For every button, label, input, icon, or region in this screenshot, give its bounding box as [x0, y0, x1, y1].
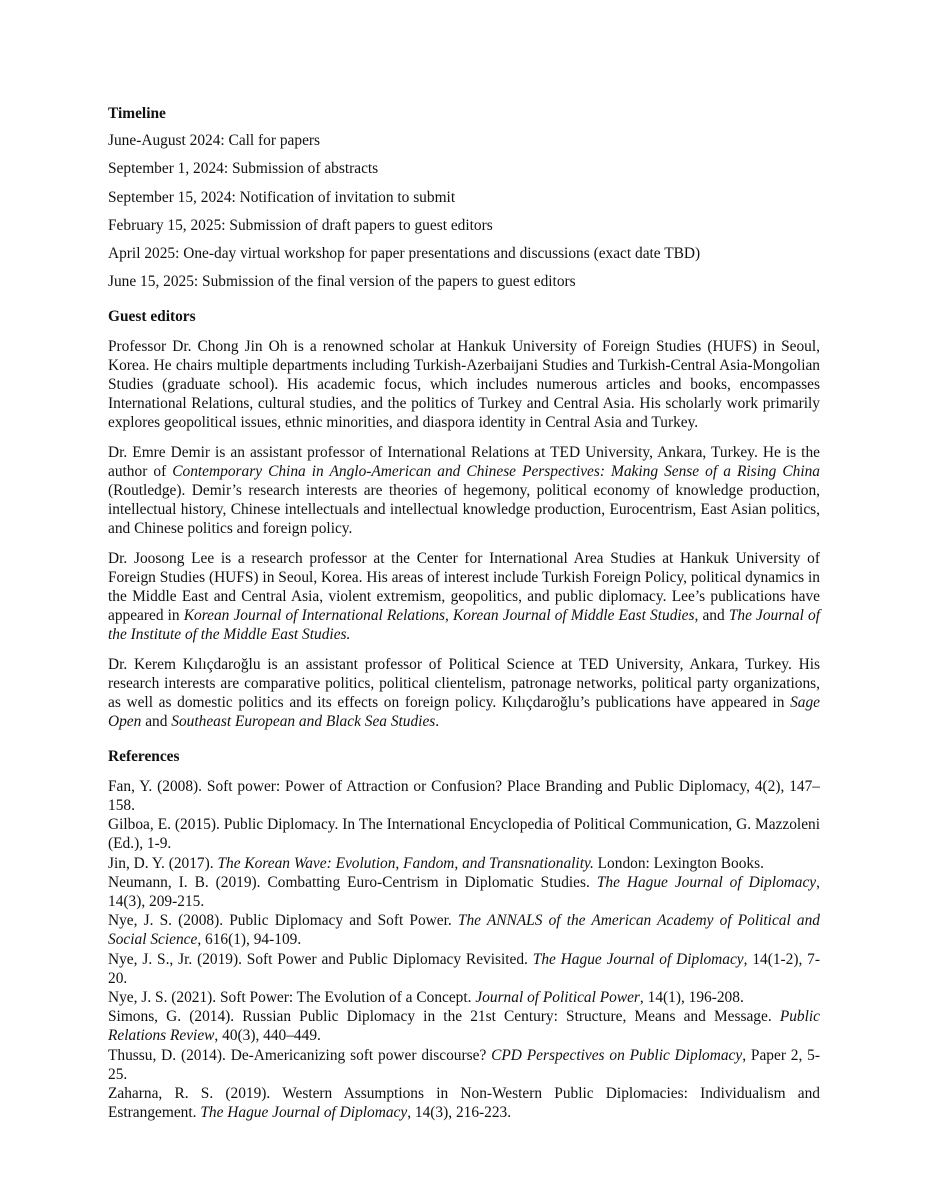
reference-item: [108, 854, 820, 873]
editor-bio-kilicdaroglu: [108, 655, 820, 732]
reference-text: Gilboa, E. (2015). Public Diplomacy. In The International Encyclopedia of Political Communication, G. Mazzoleni (Ed.), 1-9.: [108, 816, 820, 853]
reference-text: Thussu, D. (2014). De-Americanizing soft power discourse?: [108, 1046, 492, 1064]
journal-title: Sage Open: [108, 694, 820, 731]
reference-item: [108, 988, 820, 1007]
bio-text: and: [698, 607, 729, 625]
timeline-item: February 15, 2025: Submission of draft papers to guest editors: [108, 216, 493, 234]
reference-item: [108, 911, 820, 949]
editor-bio-demir: [108, 443, 820, 539]
reference-title: CPD Perspectives on Public Diplomacy: [491, 1046, 743, 1064]
references-list: [108, 777, 820, 1123]
book-title: Contemporary China in Anglo-American and Chinese Perspectives: Making Sense of a Rising China: [172, 462, 820, 480]
reference-text: Fan, Y. (2008). Soft power: Power of Attraction or Confusion? Place Branding and Public Diplomacy, 4(2), 147–158.: [108, 777, 820, 814]
bio-text: Dr. Kerem Kılıçdaroğlu is an assistant professor of Political Science at TED University, Ankara, Turkey. His research interests are comparative politics, political clientelism, patronage networks, political party organizations, as well as domestic politics and its effects on foreign policy. Kılıçdaroğlu’s publications have appeared in: [108, 655, 820, 712]
timeline-item: June-August 2024: Call for papers: [108, 132, 321, 150]
reference-text: Nye, J. S. (2008). Public Diplomacy and Soft Power.: [108, 912, 458, 930]
reference-text: London: Lexington Books.: [593, 854, 764, 872]
timeline-item: April 2025: One-day virtual workshop for paper presentations and discussions (exact date TBD): [108, 245, 701, 263]
journal-title: The Journal of the Institute of the Middle East Studies.: [108, 607, 820, 644]
reference-item: [108, 1007, 820, 1045]
reference-text: Simons, G. (2014). Russian Public Diplomacy in the 21st Century: Structure, Means and Message.: [108, 1008, 780, 1026]
reference-title: Journal of Political Power: [475, 988, 640, 1006]
reference-text: Nye, J. S., Jr. (2019). Soft Power and Public Diplomacy Revisited.: [108, 950, 533, 968]
reference-title: The Korean Wave: Evolution, Fandom, and Transnationality.: [217, 854, 594, 872]
timeline-item: September 15, 2024: Notification of invitation to submit: [108, 188, 456, 206]
reference-text: , 40(3), 440–449.: [214, 1027, 321, 1045]
bio-text: Dr. Joosong Lee is a research professor at the Center for International Area Studies at Hankuk University of Foreign Studies (HUFS) in Seoul, Korea. His areas of interest include Turkish Foreign Policy, political dynamics in the Middle East and Central Asia, violent extremism, geopolitics, and public diplomacy. Lee’s publications have appeared in: [108, 549, 820, 625]
bio-text: .: [435, 713, 440, 731]
reference-title: Public Relations Review: [108, 1008, 820, 1045]
timeline-list: [108, 131, 820, 291]
editor-bio-oh: [108, 337, 820, 433]
reference-item: [108, 777, 820, 815]
bio-text: Dr. Emre Demir is an assistant professor of International Relations at TED University, Ankara, Turkey. He is the author of: [108, 443, 820, 480]
reference-item: [108, 950, 820, 988]
reference-item: [108, 873, 820, 911]
editor-bio-lee: [108, 549, 820, 645]
journal-title: Southeast European and Black Sea Studies: [171, 713, 436, 731]
reference-title: The Hague Journal of Diplomacy: [596, 873, 817, 891]
guest-editors-heading: Guest editors: [108, 308, 196, 326]
reference-text: , 14(3), 216-223.: [407, 1104, 512, 1122]
reference-title: The Hague Journal of Diplomacy: [200, 1104, 408, 1122]
reference-text: Zaharna, R. S. (2019). Western Assumptions in Non-Western Public Diplomacies: Individualism and Estrangement.: [108, 1084, 820, 1122]
reference-text: , 14(3), 209-215.: [108, 873, 821, 910]
reference-text: , 14(1), 196-208.: [639, 988, 744, 1006]
reference-title: The Hague Journal of Diplomacy: [532, 950, 744, 968]
reference-title: The ANNALS of the American Academy of Political and Social Science: [108, 912, 820, 949]
journal-title: Korean Journal of Middle East Studies,: [453, 607, 699, 625]
reference-item: [108, 1046, 820, 1084]
reference-text: , 14(1-2), 7-20.: [108, 950, 820, 987]
timeline-item: June 15, 2025: Submission of the final version of the papers to guest editors: [108, 273, 576, 291]
reference-text: Jin, D. Y. (2017).: [108, 854, 218, 872]
bio-text: (Routledge). Demir’s research interests are theories of hegemony, political economy of knowledge production, intellectual history, Chinese intellectuals and intellectual knowledge production, Eurocentrism, East Asian politics, and Chinese politics and foreign policy.: [108, 482, 820, 538]
document-page: [108, 104, 820, 1122]
reference-item: [108, 1084, 820, 1122]
references-heading: References: [108, 748, 180, 766]
reference-text: , Paper 2, 5-25.: [108, 1046, 821, 1083]
reference-text: Neumann, I. B. (2019). Combatting Euro-Centrism in Diplomatic Studies.: [108, 873, 597, 891]
timeline-heading: Timeline: [108, 105, 166, 122]
journal-title: Korean Journal of International Relations: [183, 607, 446, 625]
bio-text: ,: [445, 607, 454, 625]
timeline-item: September 1, 2024: Submission of abstracts: [108, 160, 379, 178]
reference-text: Nye, J. S. (2021). Soft Power: The Evolution of a Concept.: [108, 988, 476, 1006]
bio-text: Professor Dr. Chong Jin Oh is a renowned scholar at Hankuk University of Foreign Studies (HUFS) in Seoul, Korea. He chairs multiple departments including Turkish-Azerbaijani Studies and Turkish-Central Asia-Mongolian Studies (graduate school). His academic focus, which includes numerous articles and books, encompasses International Relations, cultural studies, and the politics of Turkey and Central Asia. His scholarly work primarily explores geopolitical issues, ethnic minorities, and diaspora identity in Central Asia and Turkey.: [108, 337, 820, 432]
bio-text: and: [141, 713, 172, 731]
reference-item: [108, 815, 820, 853]
reference-text: , 616(1), 94-109.: [197, 931, 302, 949]
